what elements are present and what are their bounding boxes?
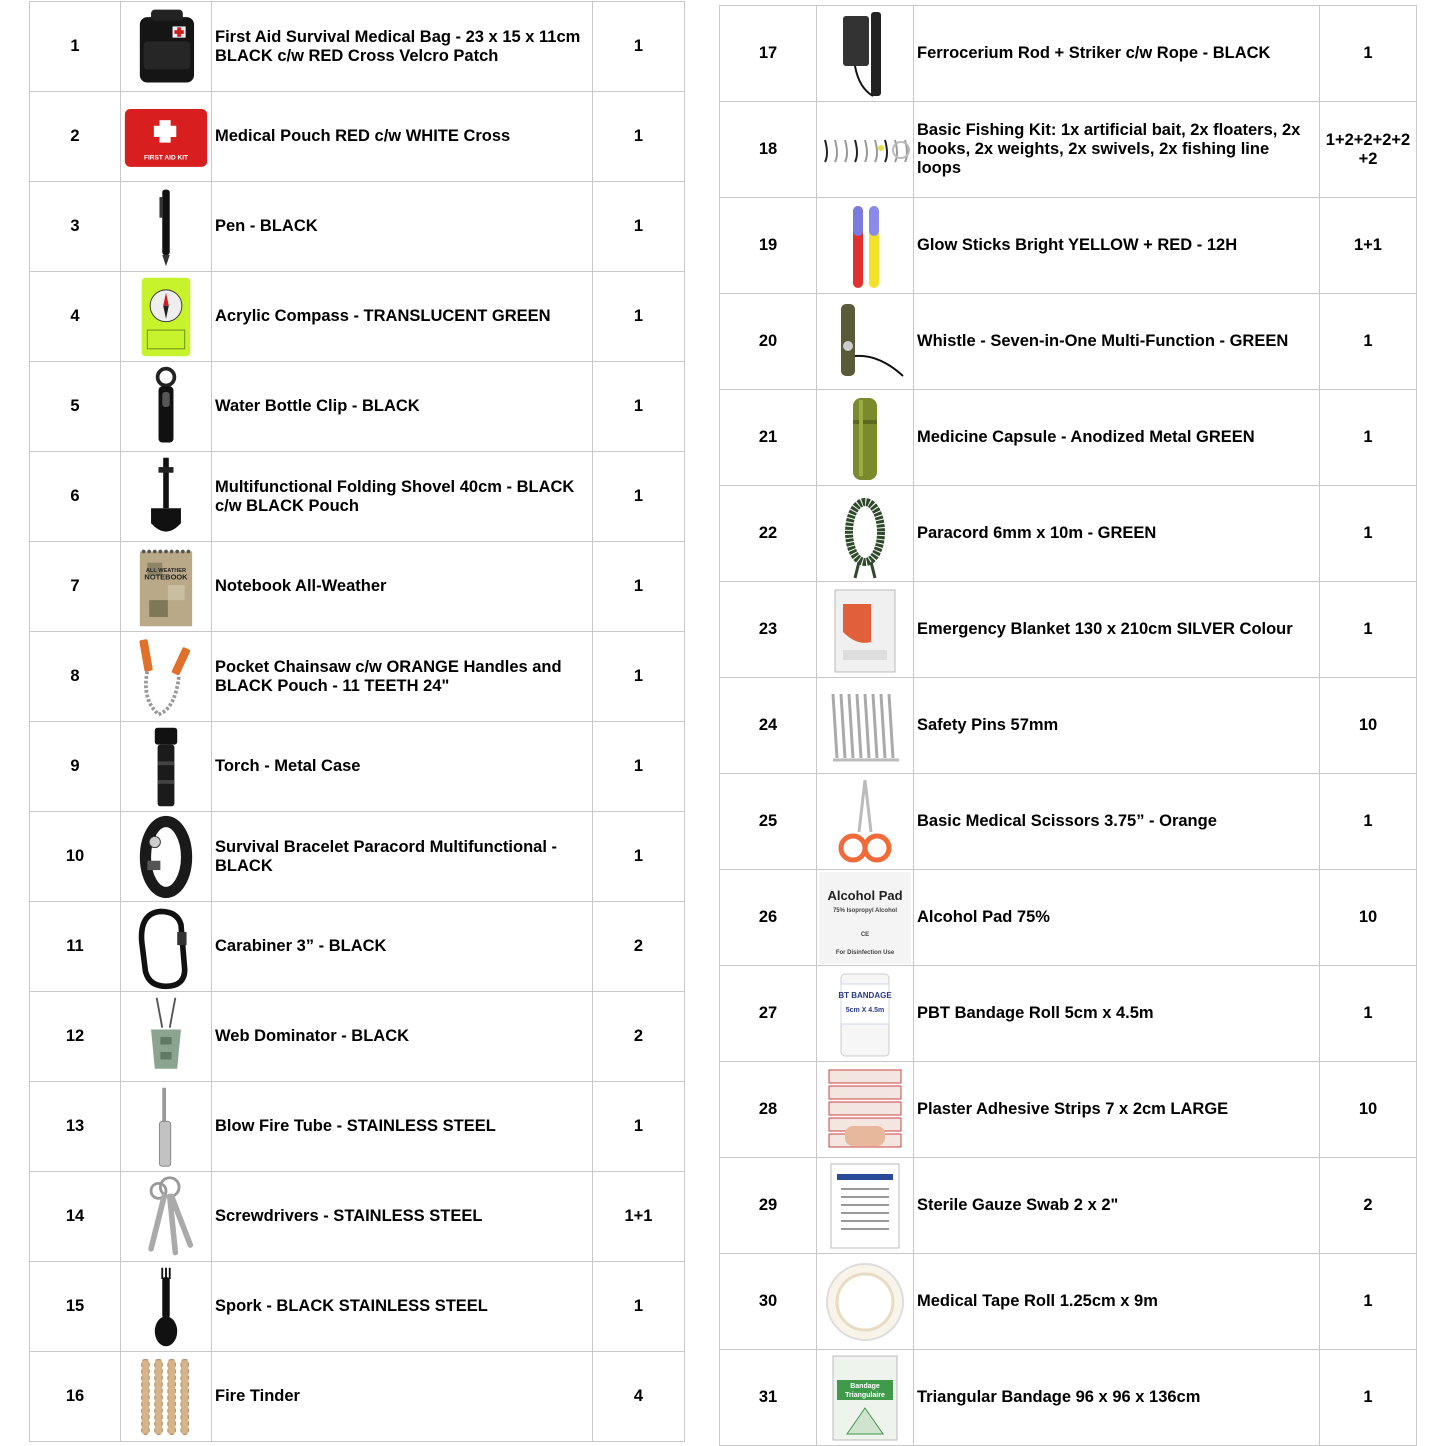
table-row (720, 1254, 1417, 1350)
item-description: Safety Pins 57mm (914, 678, 1320, 774)
carabiner-icon (123, 904, 209, 990)
item-image (121, 542, 212, 632)
table-row (30, 1352, 685, 1442)
item-image (121, 722, 212, 812)
item-image (817, 966, 914, 1062)
item-quantity: 10 (1320, 678, 1417, 774)
table-row (30, 632, 685, 722)
item-quantity: 1 (1320, 6, 1417, 102)
item-quantity: 1 (1320, 390, 1417, 486)
item-number: 17 (720, 6, 817, 102)
item-number: 8 (30, 632, 121, 722)
item-quantity: 1 (593, 1082, 685, 1172)
item-description: Plaster Adhesive Strips 7 x 2cm LARGE (914, 1062, 1320, 1158)
svg-text:Alcohol Pad: Alcohol Pad (827, 887, 903, 903)
item-number: 6 (30, 452, 121, 542)
torch-icon (123, 724, 209, 810)
item-description: Basic Fishing Kit: 1x artificial bait, 2x floaters, 2x hooks, 2x weights, 2x swivels, 2x fishing line loops (914, 102, 1320, 198)
item-number: 14 (30, 1172, 121, 1262)
item-quantity: 1 (593, 632, 685, 722)
table-row (30, 542, 685, 632)
table-row (30, 2, 685, 92)
item-description: Water Bottle Clip - BLACK (212, 362, 593, 452)
bottle-clip-icon (123, 364, 209, 450)
table-row (30, 722, 685, 812)
item-quantity: 2 (593, 992, 685, 1082)
whistle-icon (819, 296, 911, 388)
ferro-rod-icon (819, 8, 911, 100)
item-image (121, 632, 212, 722)
item-number: 13 (30, 1082, 121, 1172)
item-image (817, 102, 914, 198)
item-quantity: 2 (1320, 1158, 1417, 1254)
medical-pouch-icon (123, 94, 209, 180)
web-dominator-icon (123, 994, 209, 1080)
item-quantity: 1 (1320, 966, 1417, 1062)
item-number: 21 (720, 390, 817, 486)
item-number: 24 (720, 678, 817, 774)
table-row (30, 902, 685, 992)
item-image (817, 678, 914, 774)
item-description: Ferrocerium Rod + Striker c/w Rope - BLACK (914, 6, 1320, 102)
item-description: Screwdrivers - STAINLESS STEEL (212, 1172, 593, 1262)
table-row (30, 182, 685, 272)
table-row (30, 272, 685, 362)
alcohol-pad-icon (819, 872, 911, 964)
item-description: First Aid Survival Medical Bag - 23 x 15 x 11cm BLACK c/w RED Cross Velcro Patch (212, 2, 593, 92)
item-image (121, 452, 212, 542)
item-number: 2 (30, 92, 121, 182)
item-description: Acrylic Compass - TRANSLUCENT GREEN (212, 272, 593, 362)
item-image (121, 902, 212, 992)
item-quantity: 1 (1320, 294, 1417, 390)
item-image (817, 6, 914, 102)
item-image (121, 92, 212, 182)
item-description: Torch - Metal Case (212, 722, 593, 812)
item-image (121, 1352, 212, 1442)
item-number: 9 (30, 722, 121, 812)
table-row (30, 1082, 685, 1172)
item-image (817, 1350, 914, 1446)
item-number: 22 (720, 486, 817, 582)
item-quantity: 1+1 (593, 1172, 685, 1262)
item-quantity: 1 (593, 542, 685, 632)
item-image (121, 992, 212, 1082)
item-number: 7 (30, 542, 121, 632)
item-quantity: 10 (1320, 870, 1417, 966)
compass-icon (123, 274, 209, 360)
item-number: 1 (30, 2, 121, 92)
item-description: Carabiner 3” - BLACK (212, 902, 593, 992)
item-number: 16 (30, 1352, 121, 1442)
svg-text:BT BANDAGE: BT BANDAGE (838, 990, 892, 1000)
item-quantity: 1 (593, 452, 685, 542)
item-quantity: 1 (593, 272, 685, 362)
item-description: Web Dominator - BLACK (212, 992, 593, 1082)
table-row (720, 486, 1417, 582)
item-image (121, 812, 212, 902)
kit-table-left (29, 1, 685, 1442)
item-image (121, 1082, 212, 1172)
item-image (817, 1062, 914, 1158)
table-row (720, 966, 1417, 1062)
plaster-strips-icon (819, 1064, 911, 1156)
svg-text:CE: CE (860, 931, 870, 938)
item-description: Blow Fire Tube - STAINLESS STEEL (212, 1082, 593, 1172)
svg-text:FIRST AID KIT: FIRST AID KIT (143, 153, 189, 161)
item-quantity: 10 (1320, 1062, 1417, 1158)
item-quantity: 1 (593, 1262, 685, 1352)
item-quantity: 1+1 (1320, 198, 1417, 294)
chainsaw-icon (123, 634, 209, 720)
item-description: Whistle - Seven-in-One Multi-Function - GREEN (914, 294, 1320, 390)
safety-pins-icon (819, 680, 911, 772)
svg-text:NOTEBOOK: NOTEBOOK (144, 572, 188, 582)
svg-text:5cm X 4.5m: 5cm X 4.5m (845, 1006, 885, 1014)
item-number: 23 (720, 582, 817, 678)
item-quantity: 1 (1320, 774, 1417, 870)
item-number: 18 (720, 102, 817, 198)
item-description: Multifunctional Folding Shovel 40cm - BLACK c/w BLACK Pouch (212, 452, 593, 542)
table-row (720, 6, 1417, 102)
item-description: Pen - BLACK (212, 182, 593, 272)
item-image (817, 486, 914, 582)
item-description: Sterile Gauze Swab 2 x 2" (914, 1158, 1320, 1254)
item-quantity: 1 (1320, 582, 1417, 678)
paracord-icon (819, 488, 911, 580)
item-image (817, 294, 914, 390)
table-row (30, 362, 685, 452)
medical-bag-icon (123, 4, 209, 90)
item-quantity: 1 (593, 182, 685, 272)
scissors-icon (819, 776, 911, 868)
table-row (720, 1158, 1417, 1254)
item-image (121, 2, 212, 92)
triangular-bandage-icon (819, 1352, 911, 1444)
table-row (720, 870, 1417, 966)
item-quantity: 1 (1320, 486, 1417, 582)
spork-icon (123, 1264, 209, 1350)
item-number: 28 (720, 1062, 817, 1158)
svg-text:75% Isopropyl Alcohol: 75% Isopropyl Alcohol (832, 907, 898, 914)
svg-text:For Disinfection Use: For Disinfection Use (835, 949, 895, 956)
table-row (720, 1062, 1417, 1158)
item-number: 30 (720, 1254, 817, 1350)
blow-tube-icon (123, 1084, 209, 1170)
item-description: Basic Medical Scissors 3.75” - Orange (914, 774, 1320, 870)
item-image (817, 390, 914, 486)
item-quantity: 1 (593, 812, 685, 902)
item-description: PBT Bandage Roll 5cm x 4.5m (914, 966, 1320, 1062)
item-image (121, 1262, 212, 1352)
svg-text:Bandage: Bandage (850, 1382, 880, 1390)
fishing-kit-icon (819, 104, 911, 196)
item-number: 25 (720, 774, 817, 870)
item-image (817, 774, 914, 870)
item-image (121, 272, 212, 362)
table-row (720, 1350, 1417, 1446)
table-row (30, 92, 685, 182)
tape-roll-icon (819, 1256, 911, 1348)
item-quantity: 4 (593, 1352, 685, 1442)
glow-stick-icon (819, 200, 911, 292)
item-description: Medical Pouch RED c/w WHITE Cross (212, 92, 593, 182)
table-row (30, 1262, 685, 1352)
item-description: Fire Tinder (212, 1352, 593, 1442)
item-number: 20 (720, 294, 817, 390)
fire-tinder-icon (123, 1354, 209, 1440)
item-image (121, 182, 212, 272)
item-description: Emergency Blanket 130 x 210cm SILVER Colour (914, 582, 1320, 678)
item-description: Medicine Capsule - Anodized Metal GREEN (914, 390, 1320, 486)
item-description: Medical Tape Roll 1.25cm x 9m (914, 1254, 1320, 1350)
table-row (30, 452, 685, 542)
item-description: Survival Bracelet Paracord Multifunctional - BLACK (212, 812, 593, 902)
item-number: 29 (720, 1158, 817, 1254)
item-image (817, 582, 914, 678)
item-description: Spork - BLACK STAINLESS STEEL (212, 1262, 593, 1352)
item-quantity: 1 (593, 362, 685, 452)
table-row (30, 1172, 685, 1262)
pen-icon (123, 184, 209, 270)
item-image (817, 1158, 914, 1254)
item-quantity: 1 (593, 2, 685, 92)
bracelet-icon (123, 814, 209, 900)
item-image (817, 1254, 914, 1350)
item-description: Pocket Chainsaw c/w ORANGE Handles and BLACK Pouch - 11 TEETH 24" (212, 632, 593, 722)
item-quantity: 1 (593, 92, 685, 182)
item-quantity: 1 (593, 722, 685, 812)
table-row (720, 582, 1417, 678)
item-number: 15 (30, 1262, 121, 1352)
screwdriver-icon (123, 1174, 209, 1260)
svg-text:Triangulaire: Triangulaire (845, 1391, 885, 1399)
item-number: 4 (30, 272, 121, 362)
item-description: Alcohol Pad 75% (914, 870, 1320, 966)
item-number: 26 (720, 870, 817, 966)
table-row (720, 294, 1417, 390)
item-number: 10 (30, 812, 121, 902)
emergency-blanket-icon (819, 584, 911, 676)
shovel-icon (123, 454, 209, 540)
item-description: Glow Sticks Bright YELLOW + RED - 12H (914, 198, 1320, 294)
bandage-roll-icon (819, 968, 911, 1060)
svg-text:ALL WEATHER: ALL WEATHER (145, 567, 187, 574)
item-description: Notebook All-Weather (212, 542, 593, 632)
notebook-icon (123, 544, 209, 630)
item-image (121, 362, 212, 452)
kit-table-right (719, 5, 1417, 1446)
table-row (720, 102, 1417, 198)
table-row (720, 198, 1417, 294)
table-row (720, 390, 1417, 486)
table-row (720, 678, 1417, 774)
item-quantity: 1+2+2+2+2 +2 (1320, 102, 1417, 198)
table-row (30, 992, 685, 1082)
item-description: Paracord 6mm x 10m - GREEN (914, 486, 1320, 582)
table-row (30, 812, 685, 902)
item-number: 31 (720, 1350, 817, 1446)
table-row (720, 774, 1417, 870)
item-number: 11 (30, 902, 121, 992)
item-quantity: 2 (593, 902, 685, 992)
item-quantity: 1 (1320, 1350, 1417, 1446)
item-image (121, 1172, 212, 1262)
gauze-swab-icon (819, 1160, 911, 1252)
item-image (817, 198, 914, 294)
item-number: 3 (30, 182, 121, 272)
item-description: Triangular Bandage 96 x 96 x 136cm (914, 1350, 1320, 1446)
item-number: 19 (720, 198, 817, 294)
item-number: 27 (720, 966, 817, 1062)
item-image (817, 870, 914, 966)
item-number: 12 (30, 992, 121, 1082)
item-quantity: 1 (1320, 1254, 1417, 1350)
medicine-capsule-icon (819, 392, 911, 484)
item-number: 5 (30, 362, 121, 452)
